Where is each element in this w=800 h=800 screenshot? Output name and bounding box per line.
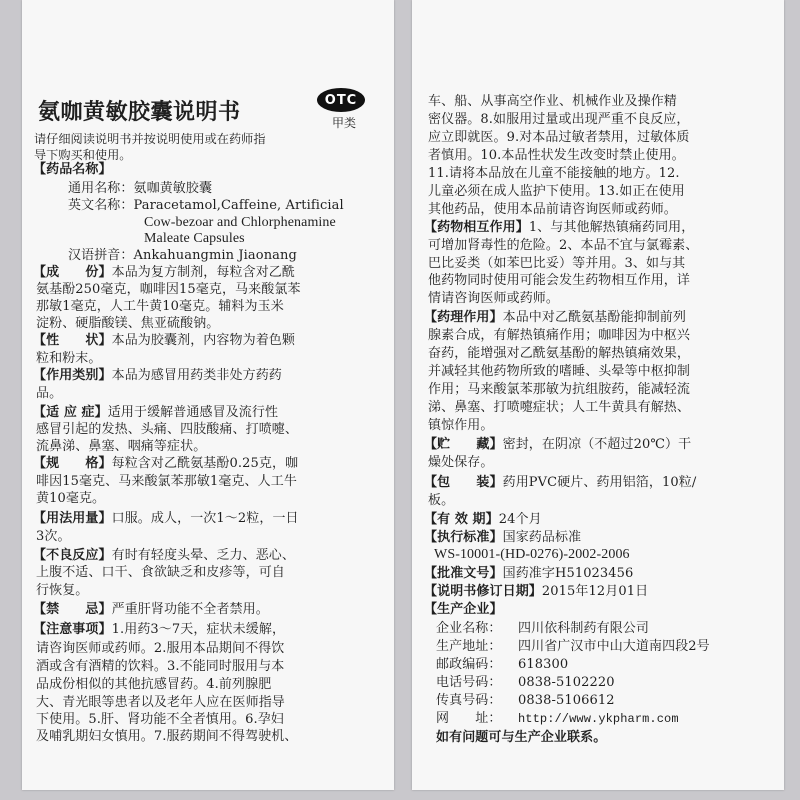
line-text: 请咨询医师或药师。2.服用本品期间不得饮 <box>36 641 285 656</box>
line-text: 啡因15毫克、马来酸氯苯那敏1毫克、人工牛 <box>36 474 297 489</box>
line-text: 淀粉、硬脂酸镁、焦亚硫酸钠。 <box>36 316 220 331</box>
left-line <box>33 161 112 178</box>
right-line <box>424 529 581 546</box>
left-line <box>36 281 301 298</box>
left-line <box>36 438 206 455</box>
section-heading: 【禁 忌】 <box>33 602 112 617</box>
line-text: 汉语拼音：Ankahuangmin Jiaonang <box>68 248 297 263</box>
right-line <box>428 492 454 509</box>
line-text: 药用PVC硬片、药用铝箔，10粒/ <box>502 475 697 490</box>
right-line <box>428 129 690 146</box>
left-line <box>36 298 284 315</box>
right-line <box>428 93 677 110</box>
section-heading: 【执行标准】 <box>424 530 503 545</box>
line-text: WS-10001-(HD-0276)-2002-2006 <box>434 547 630 562</box>
line-text: 品成份相似的其他抗感冒药。4.前列腺肥 <box>36 677 272 692</box>
left-line <box>36 582 88 599</box>
line-text: 国家药品标准 <box>502 530 582 545</box>
section-heading: 【注意事项】 <box>33 622 112 637</box>
line-text: 板。 <box>428 493 455 508</box>
line-text: 本品为胶囊剂，内容物为着色颗 <box>111 333 296 348</box>
right-line <box>428 417 494 434</box>
section-heading: 【规 格】 <box>33 456 112 471</box>
left-line <box>68 180 212 197</box>
section-heading: 【适 应 症】 <box>33 405 108 420</box>
right-line <box>428 201 677 218</box>
left-line <box>36 728 298 745</box>
right-line <box>428 363 690 380</box>
left-line <box>33 367 282 384</box>
right-line <box>428 327 690 344</box>
left-line <box>36 528 71 545</box>
line-text: 1.用药3～7天，症状未缓解， <box>111 622 286 637</box>
section-heading: 【贮 藏】 <box>424 437 503 452</box>
line-text: 行恢复。 <box>36 583 89 598</box>
left-line <box>36 490 105 507</box>
line-text: 氨基酚250毫克，咖啡因15毫克，马来酸氯苯 <box>36 282 301 297</box>
line-text: 3次。 <box>36 529 71 544</box>
right-line <box>428 183 685 200</box>
line-text: 11.请将本品放在儿童不能接触的地方。12. <box>428 166 680 181</box>
line-text: 下使用。5.肝、肾功能不全者慎用。6.孕妇 <box>36 712 284 727</box>
line-text: 情请咨询医师或药师。 <box>428 291 560 306</box>
left-line <box>36 658 284 675</box>
line-text: 2015年12月01日 <box>541 584 649 599</box>
company-row-value: 0838-5102220 <box>518 675 615 690</box>
company-row-value: 618300 <box>518 657 569 672</box>
right-line <box>424 474 696 491</box>
line-text: 可增加肾毒性的危险。2、本品不宜与氯霉素、 <box>428 238 699 253</box>
right-line <box>428 237 698 254</box>
line-text: 儿童必须在成人监护下使用。13.如正在使用 <box>428 184 685 199</box>
section-heading: 【成 份】 <box>33 265 112 280</box>
section-heading: 【批准文号】 <box>424 566 503 581</box>
company-row-label: 生产地址： <box>436 639 502 654</box>
line-text: 1、与其他解热镇痛药同用， <box>528 220 695 235</box>
otc-category: 甲类 <box>332 116 357 130</box>
company-row <box>436 692 615 709</box>
company-row-value: http://www.ykpharm.com <box>518 712 679 726</box>
right-line <box>428 147 685 164</box>
left-line <box>36 694 285 711</box>
line-text: 通用名称：氨咖黄敏胶囊 <box>68 181 213 196</box>
line-text: 巴比妥类（如苯巴比妥）等并用。3、如与其 <box>428 256 686 271</box>
company-row-value: 四川依科制药有限公司 <box>518 621 650 636</box>
contact-footer: 如有问题可与生产企业联系。 <box>436 730 607 745</box>
right-line <box>424 309 686 326</box>
line-text: 燥处保存。 <box>428 455 494 470</box>
line-text: 严重肝肾功能不全者禁用。 <box>111 602 269 617</box>
company-row <box>436 656 568 673</box>
line-text: 及哺乳期妇女慎用。7.服药期间不得驾驶机、 <box>36 729 298 744</box>
section-heading: 【药品名称】 <box>33 162 112 177</box>
line-text: 每粒含对乙酰氨基酚0.25克，咖 <box>111 456 299 471</box>
line-text: 英文名称：Paracetamol,Caffeine, Artificial <box>68 198 344 213</box>
right-line <box>428 381 690 398</box>
line-text: 本品中对乙酰氨基酚能抑制前列 <box>502 310 687 325</box>
left-line <box>33 264 295 281</box>
left-line <box>36 315 219 332</box>
right-line <box>424 511 542 528</box>
left-line <box>33 621 285 638</box>
right-line <box>424 565 633 582</box>
otc-badge: OTC <box>317 88 365 112</box>
company-row <box>436 638 710 655</box>
left-line <box>144 230 245 247</box>
intro-line: 导下购买和使用。 <box>34 148 132 162</box>
right-line <box>434 546 630 563</box>
left-line <box>144 214 336 231</box>
line-text: 流鼻涕、鼻塞、咽痛等症状。 <box>36 439 207 454</box>
right-line <box>428 272 690 289</box>
line-text: 黄10毫克。 <box>36 491 106 506</box>
section-heading: 【药物相互作用】 <box>424 220 529 235</box>
line-text: 上腹不适、口干、食欲缺乏和皮疹等，可自 <box>36 565 285 580</box>
line-text: 24个月 <box>498 512 542 527</box>
line-text: 那敏1毫克，人工牛黄10毫克。辅料为玉米 <box>36 299 284 314</box>
section-heading: 【生产企业】 <box>424 602 503 617</box>
line-text: 者慎用。10.本品性状发生改变时禁止使用。 <box>428 148 685 163</box>
right-line <box>424 219 694 236</box>
intro-line: 请仔细阅读说明书并按说明使用或在药师指 <box>34 132 266 146</box>
left-line <box>33 404 278 421</box>
line-text: Cow-bezoar and Chlorphenamine <box>144 215 336 230</box>
line-text: 应立即就医。9.对本品过敏者禁用，过敏体质 <box>428 130 690 145</box>
right-line <box>424 436 691 453</box>
line-text: 涕、鼻塞、打喷嚏症状；人工牛黄具有解热、 <box>428 400 691 415</box>
left-line <box>68 247 297 264</box>
left-line <box>33 510 299 527</box>
company-row-value: 四川省广汉市中山大道南四段2号 <box>518 639 710 654</box>
section-heading: 【性 状】 <box>33 333 112 348</box>
right-line <box>424 601 503 618</box>
right-line <box>428 399 690 416</box>
left-line <box>36 564 285 581</box>
section-heading: 【包 装】 <box>424 475 503 490</box>
line-text: 密仪器。8.如服用过量或出现严重不良反应， <box>428 112 690 127</box>
line-text: 大、青光眼等患者以及老年人应在医师指导 <box>36 695 285 710</box>
company-row <box>436 674 615 691</box>
left-line <box>36 676 271 693</box>
line-text: Maleate Capsules <box>144 231 245 246</box>
line-text: 腺素合成，有解热镇痛作用；咖啡因为中枢兴 <box>428 328 691 343</box>
line-text: 适用于缓解普通感冒及流行性 <box>107 405 279 420</box>
line-text: 有时有轻度头晕、乏力、恶心、 <box>111 548 296 563</box>
line-text: 品。 <box>36 386 63 401</box>
intro-notice <box>34 131 384 163</box>
company-row-value: 0838-5106612 <box>518 693 615 708</box>
company-row-label: 电话号码： <box>436 675 502 690</box>
right-line <box>428 111 690 128</box>
right-line <box>428 255 685 272</box>
left-line <box>33 547 295 564</box>
section-heading: 【说明书修订日期】 <box>424 584 542 599</box>
company-row <box>436 620 649 637</box>
company-row-label: 网 址： <box>436 711 502 726</box>
left-line <box>33 601 269 618</box>
left-line <box>36 421 298 438</box>
line-text: 本品为感冒用药类非处方药药 <box>111 368 282 383</box>
left-line <box>36 473 297 490</box>
line-text: 感冒引起的发热、头痛、四肢酸痛、打喷嚏、 <box>36 422 299 437</box>
left-line <box>36 350 102 367</box>
section-heading: 【药理作用】 <box>424 310 503 325</box>
left-line <box>36 640 284 657</box>
right-line <box>428 165 680 182</box>
right-line <box>428 454 494 471</box>
right-line <box>428 290 559 307</box>
section-heading: 【用法用量】 <box>33 511 112 526</box>
line-text: 镇惊作用。 <box>428 418 494 433</box>
line-text: 作用；马来酸氯苯那敏为抗组胺药，能减轻流 <box>428 382 691 397</box>
section-heading: 【有 效 期】 <box>424 512 499 527</box>
left-line <box>33 332 295 349</box>
line-text: 粒和粉末。 <box>36 351 102 366</box>
line-text: 密封，在阴凉（不超过20℃）干 <box>502 437 692 452</box>
line-text: 国药准字H51023456 <box>502 566 634 581</box>
left-line <box>33 455 298 472</box>
document-title: 氨咖黄敏胶囊说明书 <box>38 99 241 125</box>
left-line <box>68 197 344 214</box>
section-heading: 【不良反应】 <box>33 548 112 563</box>
left-line <box>36 385 62 402</box>
line-text: 奋药，能增强对乙酰氨基酚的解热镇痛效果， <box>428 346 691 361</box>
line-text: 并减轻其他药物所致的嗜睡、头晕等中枢抑制 <box>428 364 691 379</box>
line-text: 他药物同时使用可能会发生药物相互作用，详 <box>428 273 691 288</box>
company-row-label: 邮政编码： <box>436 657 502 672</box>
company-row-label: 传真号码： <box>436 693 502 708</box>
line-text: 本品为复方制剂，每粒含对乙酰 <box>111 265 296 280</box>
line-text: 酒或含有酒精的饮料。3.不能同时服用与本 <box>36 659 285 674</box>
right-line <box>428 345 690 362</box>
company-row <box>436 710 679 728</box>
right-line <box>424 583 648 600</box>
section-heading: 【作用类别】 <box>33 368 112 383</box>
line-text: 车、船、从事高空作业、机械作业及操作精 <box>428 94 677 109</box>
line-text: 口服。成人，一次1～2粒，一日 <box>111 511 299 526</box>
company-row-label: 企业名称： <box>436 621 502 636</box>
left-line <box>36 711 284 728</box>
line-text: 其他药品，使用本品前请咨询医师或药师。 <box>428 202 677 217</box>
